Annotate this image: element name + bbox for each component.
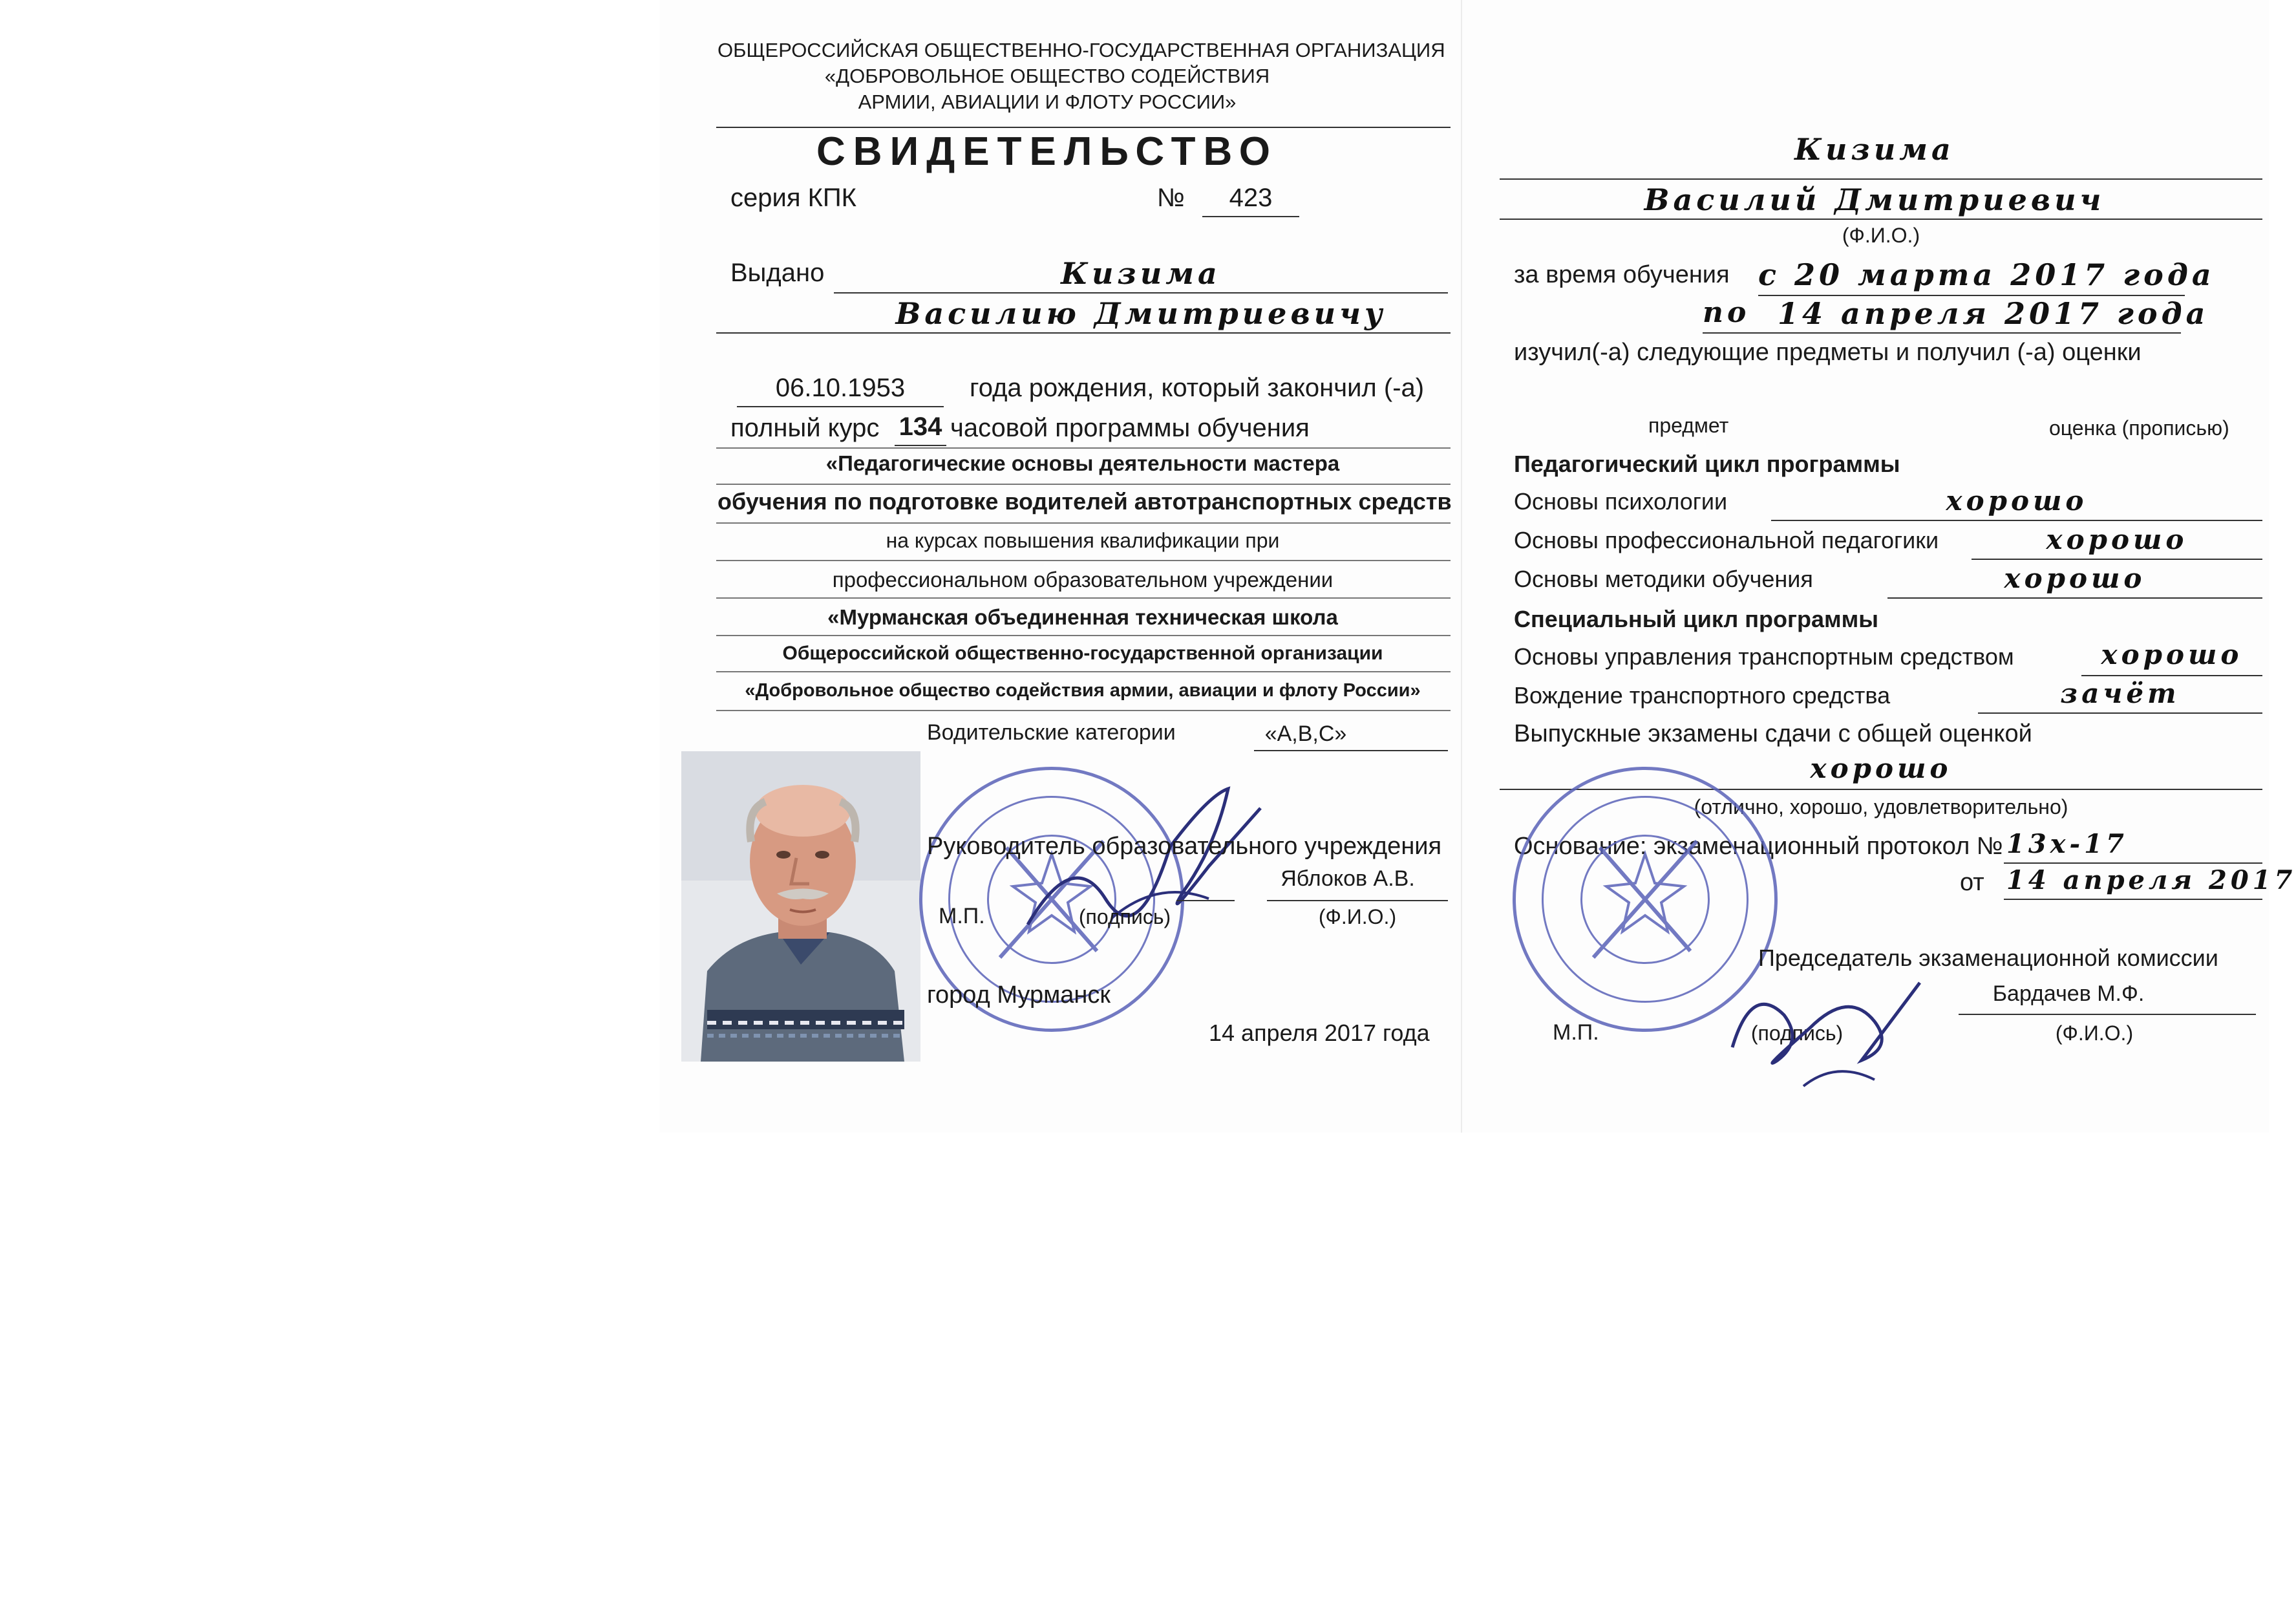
fio-caption-right: (Ф.И.О.) (1842, 224, 1920, 247)
mp-label-right: М.П. (1553, 1020, 1599, 1045)
grade-ped-2-underline (1972, 559, 2262, 560)
sign-caption-right: (подпись) (1750, 1021, 1844, 1045)
program-rule-2 (716, 522, 1451, 524)
issue-date: 14 апреля 2017 года (1209, 1020, 1430, 1046)
signature-icon (1015, 769, 1286, 963)
column-subject: предмет (1648, 414, 1729, 437)
right-surname-underline (1500, 178, 2262, 180)
studied-text: изучил(-а) следующие предметы и получил (-а) оценки (1514, 339, 2142, 366)
categories-label: Водительские категории (927, 720, 1176, 745)
chair-name: Бардачев М.Ф. (1992, 981, 2145, 1006)
issued-label: Выдано (730, 259, 825, 287)
right-name: Василий Дмитриевич (1644, 182, 2105, 217)
period-to: 14 апреля 2017 года (1778, 296, 2209, 331)
org-line-1: ОБЩЕРОССИЙСКАЯ ОБЩЕСТВЕННО-ГОСУДАРСТВЕННАЯ ОРГАНИЗАЦИЯ (717, 39, 1445, 61)
grade-ped-3-underline (1887, 597, 2262, 599)
mp-label-left: М.П. (939, 904, 985, 928)
page-fold (1461, 0, 1462, 1133)
categories-underline (1254, 750, 1448, 751)
right-surname: Кизима (1794, 132, 1955, 167)
portrait-photo-icon (681, 751, 920, 1062)
number-underline (1202, 216, 1299, 217)
chair-name-underline (1959, 1014, 2256, 1015)
fio-caption-right-2: (Ф.И.О.) (2055, 1021, 2134, 1045)
period-to-underline (1703, 332, 2181, 334)
exam-scale: (отлично, хорошо, удовлетворительно) (1694, 795, 2068, 818)
subject-ped-2: Основы профессиональной педагогики (1514, 527, 1939, 553)
head-name-underline (1267, 900, 1448, 901)
ped-cycle-heading: Педагогический цикл программы (1514, 451, 1900, 477)
header-rule (716, 127, 1451, 128)
grade-spec-2: зачёт (2060, 678, 2180, 709)
org-line-2: «ДОБРОВОЛЬНОЕ ОБЩЕСТВО СОДЕЙСТВИЯ (824, 65, 1270, 87)
grade-spec-2-underline (1978, 712, 2262, 714)
program-line-2: обучения по подготовке водителей автотранспортных средств (717, 488, 1452, 515)
grade-ped-2: хорошо (2046, 524, 2188, 555)
org-line-3: АРМИИ, АВИАЦИИ И ФЛОТУ РОССИИ» (858, 91, 1237, 113)
program-rule-5 (716, 635, 1451, 636)
city: город Мурманск (927, 981, 1111, 1009)
spec-cycle-heading: Специальный цикл программы (1514, 606, 1878, 632)
issued-surname: Кизима (1061, 256, 1221, 291)
program-rule-0 (716, 447, 1451, 449)
program-line-6: Общероссийской общественно-государственной организации (782, 643, 1383, 664)
program-rule-6 (716, 671, 1451, 672)
birth-date: 06.10.1953 (775, 374, 906, 402)
birth-date-underline (737, 406, 944, 407)
series-label: серия КПК (730, 184, 856, 212)
grade-ped-1-underline (1771, 520, 2262, 521)
grade-spec-1: хорошо (2101, 639, 2243, 670)
head-name: Яблоков А.В. (1281, 866, 1415, 891)
subject-spec-1: Основы управления транспортным средством (1514, 643, 2014, 670)
course-suffix: часовой программы обучения (950, 414, 1310, 442)
grade-spec-1-underline (2081, 675, 2262, 676)
period-from: с 20 марта 2017 года (1758, 257, 2215, 292)
subject-ped-1: Основы психологии (1514, 488, 1728, 515)
categories-value: «А,В,С» (1264, 722, 1347, 746)
grade-ped-3: хорошо (2004, 562, 2146, 594)
name-underline (716, 332, 1451, 334)
program-rule-4 (716, 597, 1451, 599)
issued-name: Василию Дмитриевичу (895, 296, 1387, 331)
sign-line-left (1176, 900, 1235, 901)
exam-text: Выпускные экзамены сдачи с общей оценкой (1514, 720, 2032, 747)
protocol-date-underline (2004, 899, 2262, 900)
program-rule-3 (716, 560, 1451, 561)
surname-underline (834, 292, 1448, 294)
hours-underline (895, 445, 946, 446)
birth-text: года рождения, который закончил (-а) (970, 374, 1425, 402)
program-line-3: на курсах повышения квалификации при (886, 529, 1280, 552)
period-label: за время обучения (1514, 261, 1730, 288)
protocol-number: 13х-17 (2006, 829, 2128, 859)
fio-caption-left: (Ф.И.О.) (1318, 905, 1397, 928)
signature-icon (1706, 931, 1965, 1099)
program-line-5: «Мурманская объединенная техническая школа (827, 605, 1338, 629)
protocol-date: 14 апреля 2017 (2006, 865, 2296, 895)
from-label: от (1960, 869, 1984, 896)
page-title: СВИДЕТЕЛЬСТВО (816, 129, 1278, 174)
program-rule-7 (716, 710, 1451, 711)
chair-label: Председатель экзаменационной комиссии (1758, 945, 2218, 971)
exam-grade: хорошо (1810, 753, 1952, 784)
number-label: № (1157, 184, 1185, 212)
subject-spec-2: Вождение транспортного средства (1514, 682, 1891, 709)
column-grade: оценка (прописью) (2049, 416, 2229, 440)
protocol-underline (2004, 862, 2262, 864)
program-rule-1 (716, 484, 1451, 485)
program-line-7: «Добровольное общество содействия армии, авиации и флоту России» (745, 680, 1421, 701)
basis-label: Основание: экзаменационный протокол № (1514, 833, 2003, 860)
right-name-underline (1500, 219, 2262, 220)
period-to-label: по (1703, 296, 1750, 329)
course-prefix: полный курс (730, 414, 880, 442)
certificate-number: 423 (1229, 184, 1273, 212)
sign-caption-left: (подпись) (1078, 905, 1171, 928)
course-hours: 134 (898, 412, 942, 441)
head-label: Руководитель образовательного учреждения (927, 833, 1442, 860)
subject-ped-3: Основы методики обучения (1514, 566, 1813, 592)
program-line-1: «Педагогические основы деятельности мастера (825, 451, 1340, 475)
program-line-4: профессиональном образовательном учреждении (832, 568, 1334, 592)
grade-ped-1: хорошо (1946, 485, 2088, 517)
